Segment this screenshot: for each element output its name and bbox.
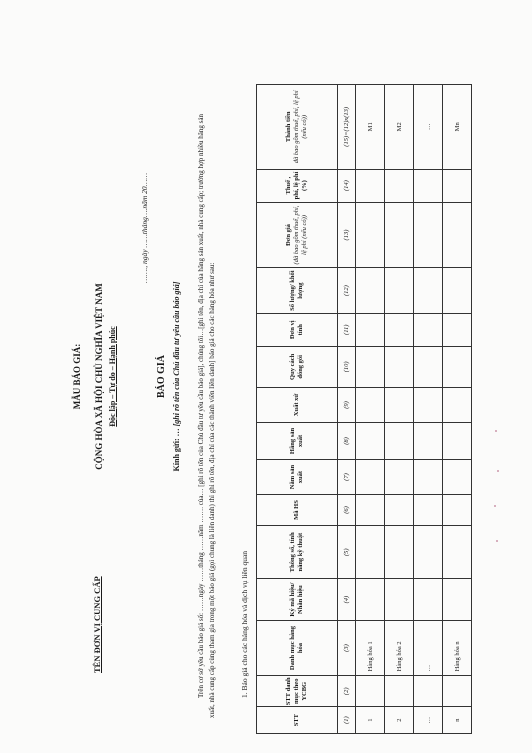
table-row: [443, 85, 472, 734]
column-number: (11): [338, 313, 356, 346]
column-number: (6): [338, 495, 356, 526]
header-cell: Đơn giá (đã bao gồm thuế, phí, lệ phí (nếu có)): [257, 202, 338, 268]
template-title: MẪU BÁO GIÁ:: [72, 343, 82, 410]
scan-speck: [495, 430, 497, 432]
header-cell: Ký mã hiệu/ Nhãn hiệu: [257, 579, 338, 620]
column-number: (8): [338, 422, 356, 459]
table-row: [414, 85, 443, 734]
header-cell: Mã HS: [257, 495, 338, 526]
greeting-recipient: [ghi rõ tên của Chủ đầu tư yêu cầu báo giá]: [172, 281, 181, 427]
document-title: BÁO GIÁ: [156, 354, 167, 399]
header-cell: Danh mục hàng hóa: [257, 620, 338, 676]
column-number: (12): [338, 268, 356, 313]
column-number: (7): [338, 460, 356, 495]
row-total: M2: [385, 85, 414, 170]
header-cell: Xuất xứ: [257, 387, 338, 422]
date-line: ……., ngày ……tháng….năm 20……: [140, 172, 149, 283]
header-cell: Thuế , phí, lệ phí (%): [257, 169, 338, 202]
column-number: (1): [338, 707, 356, 734]
column-number: (3): [338, 620, 356, 676]
quotation-table: [256, 84, 472, 734]
row-total: Mn: [443, 85, 472, 170]
column-number-row: [338, 85, 356, 734]
column-number: (4): [338, 579, 356, 620]
header-cell: Số lượng/ khối lượng: [257, 268, 338, 313]
greeting-line: [172, 0, 181, 753]
header-cell: Thành tiền đã bao gồm thuế, phí, lệ phí (nếu có)): [257, 85, 338, 170]
row-stt: 1: [356, 707, 385, 734]
row-item-name: Hàng hóa 2: [385, 620, 414, 676]
column-number: (2): [338, 676, 356, 707]
row-item-name: …: [414, 620, 443, 676]
national-title: CỘNG HÒA XÃ HỘI CHỦ NGHĨA VIỆT NAM: [94, 283, 104, 470]
column-number: (14): [338, 169, 356, 202]
row-stt: 2: [385, 707, 414, 734]
row-stt: …: [414, 707, 443, 734]
header-cell: Năm sản xuất: [257, 460, 338, 495]
scan-speck: [497, 470, 499, 472]
greeting-label: Kính gửi: …: [172, 426, 181, 472]
scan-speck: [496, 540, 498, 542]
column-number: (10): [338, 346, 356, 387]
row-item-name: Hàng hóa n: [443, 620, 472, 676]
table-header-row: [257, 85, 338, 734]
column-number: (13): [338, 202, 356, 268]
column-number: (15)=(12)x(13): [338, 85, 356, 170]
header-cell: Đơn vị tính: [257, 313, 338, 346]
column-number: (9): [338, 387, 356, 422]
row-item-name: Hàng hóa 1: [356, 620, 385, 676]
row-stt: n: [443, 707, 472, 734]
national-motto: Độc lập – Tự do – Hạnh phúc: [108, 326, 117, 427]
row-total: …: [414, 85, 443, 170]
header-cell: Hãng sản xuất: [257, 422, 338, 459]
column-number: (5): [338, 525, 356, 579]
table-row: [385, 85, 414, 734]
intro-paragraph: Trên cơ sở yêu cầu báo giá số: ……ngày ……tháng ……năm ……. của… [ghi rõ tên của Chủ đầu tư yêu cầu báo giá], chúng tôi…[ghi tên, địa chỉ của hãng sản xuất, nhà cung cấp; trường hợp nhiều hãng sản xuất, nhà cung cấp cùng tham gia trong một báo giá (gọi chung là liên danh) thì ghi rõ tên, địa chỉ của các thành viên liên danh] báo giá cho các hàng hóa như sau:: [197, 114, 216, 718]
header-cell: STT: [257, 707, 338, 734]
header-cell: Thông số, tính năng kỹ thuật: [257, 525, 338, 579]
row-total: M1: [356, 85, 385, 170]
scan-speck: [494, 505, 496, 507]
header-cell: Quy cách đóng gói: [257, 346, 338, 387]
table-row: [356, 85, 385, 734]
section-1-heading: 1. Báo giá cho các hàng hóa và dịch vụ liên quan: [240, 550, 249, 698]
organization-name: TÊN ĐƠN VỊ CUNG CẤP: [92, 576, 102, 673]
header-cell: STT danh mục theo YCBG: [257, 676, 338, 707]
